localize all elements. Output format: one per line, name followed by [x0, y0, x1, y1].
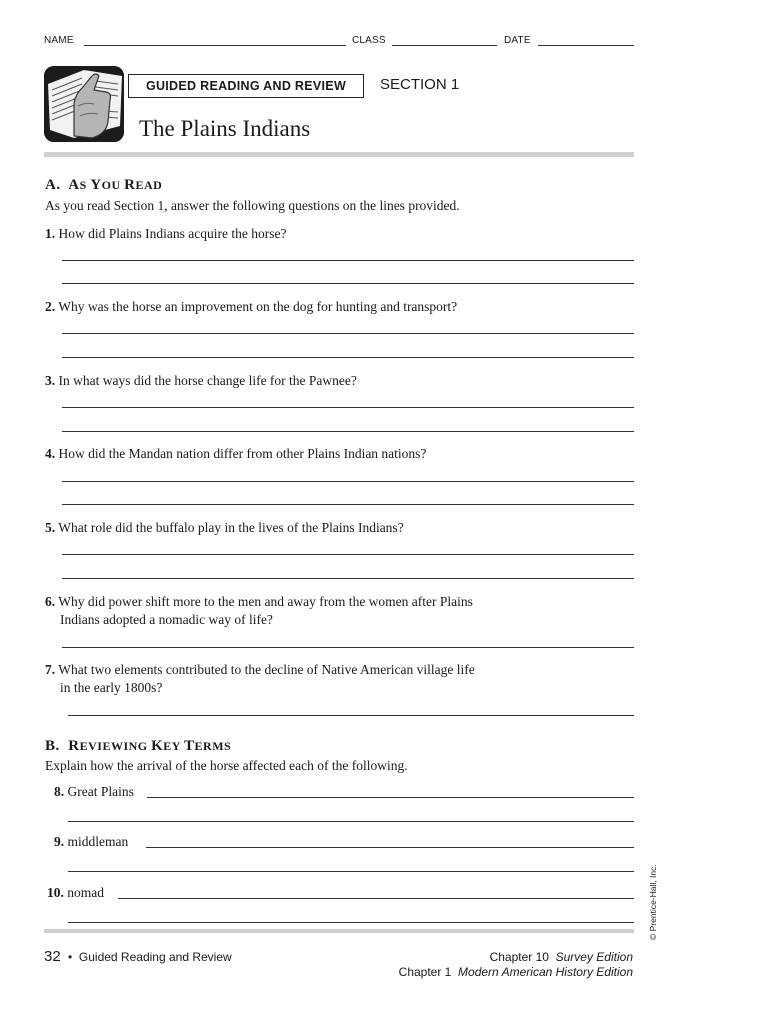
answer-line[interactable] [68, 821, 634, 822]
class-blank[interactable] [392, 45, 497, 46]
copyright-notice: © Prentice-Hall, Inc. [648, 864, 658, 940]
answer-line[interactable] [62, 481, 634, 482]
answer-line[interactable] [68, 871, 634, 872]
section-b-heading: B. REVIEWING KEY TERMS [45, 738, 232, 754]
answer-line[interactable] [68, 715, 634, 716]
question-5: 5. What role did the buffalo play in the lives of the Plains Indians? [45, 520, 404, 535]
footer-edition-2: Chapter 1 Modern American History Edition [398, 965, 633, 979]
page-title: The Plains Indians [139, 116, 311, 141]
answer-line[interactable] [146, 847, 634, 848]
answer-line[interactable] [62, 333, 634, 334]
term-10: 10. nomad [47, 885, 104, 900]
section-label: SECTION 1 [380, 76, 460, 93]
question-4: 4. How did the Mandan nation differ from other Plains Indian nations? [45, 446, 427, 461]
footer-edition-1: Chapter 10 Survey Edition [489, 950, 633, 964]
section-b-intro: Explain how the arrival of the horse affected each of the following. [45, 758, 408, 773]
answer-line[interactable] [147, 797, 634, 798]
answer-line[interactable] [62, 647, 634, 648]
question-7: 7. What two elements contributed to the decline of Native American village life in the early 1800s? [45, 662, 475, 695]
page-number: 32 [44, 948, 61, 965]
answer-line[interactable] [62, 283, 634, 284]
term-9: 9. middleman [54, 834, 129, 849]
answer-line[interactable] [62, 554, 634, 555]
footer-divider [44, 929, 634, 933]
book-title: Guided Reading and Review [78, 950, 232, 964]
section-a-heading: A. AS YOU READ [45, 177, 163, 193]
answer-line[interactable] [68, 922, 634, 923]
answer-line[interactable] [62, 357, 634, 358]
name-blank[interactable] [84, 45, 346, 46]
answer-line[interactable] [62, 431, 634, 432]
answer-line[interactable] [62, 407, 634, 408]
answer-line[interactable] [118, 898, 634, 899]
hand-on-page-icon [44, 66, 124, 142]
answer-line[interactable] [62, 578, 634, 579]
name-label: NAME [44, 35, 74, 46]
divider [44, 152, 634, 157]
date-blank[interactable] [538, 45, 634, 46]
section-a-intro: As you read Section 1, answer the following questions on the lines provided. [45, 198, 460, 213]
class-label: CLASS [352, 35, 386, 46]
question-3: 3. In what ways did the horse change life for the Pawnee? [45, 373, 357, 388]
answer-line[interactable] [62, 504, 634, 505]
term-8: 8. Great Plains [54, 784, 134, 799]
question-1: 1. How did Plains Indians acquire the horse? [45, 226, 287, 241]
question-6: 6. Why did power shift more to the men and away from the women after Plains Indians adopted a nomadic way of life? [45, 594, 473, 627]
date-label: DATE [504, 35, 531, 46]
answer-line[interactable] [62, 260, 634, 261]
question-2: 2. Why was the horse an improvement on the dog for hunting and transport? [45, 299, 458, 314]
footer-left: 32 • Guided Reading and Review [44, 948, 232, 965]
guided-reading-badge: GUIDED READING AND REVIEW [128, 74, 364, 98]
